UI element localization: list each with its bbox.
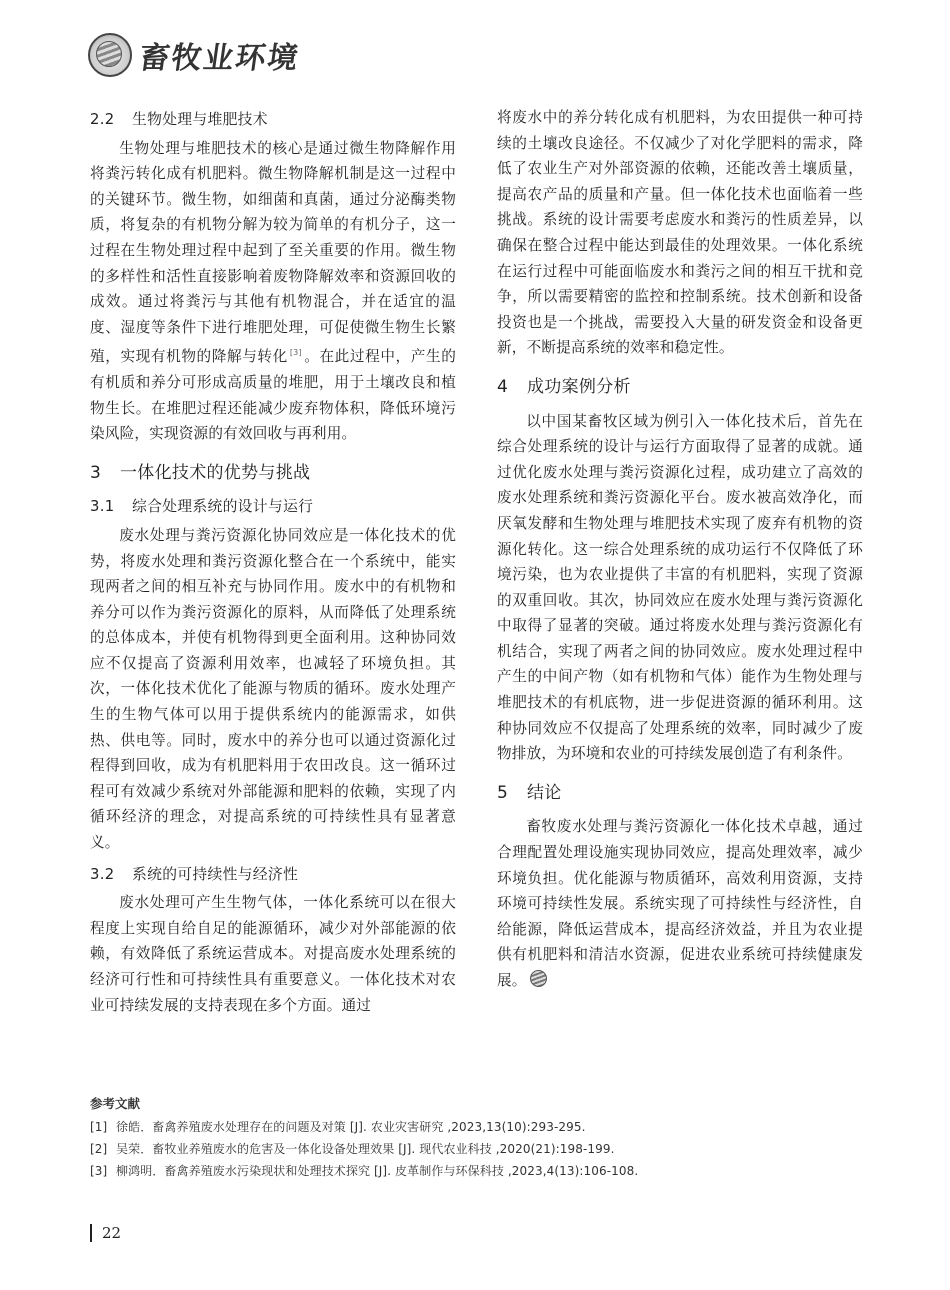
section-heading-3 bbox=[90, 461, 456, 487]
paragraph-continued: 将废水中的养分转化成有机肥料，为农田提供一种可持续的土壤改良途径。不仅减少了对化学肥料的需求，降低了农业生产对外部资源的依赖，还能改善土壤质量，提高农产品的质量和产量。但一体化技术也面临着一些挑战。系统的设计需要考虑废水和粪污的性质差异，以确保在整合过程中能达到最佳的处理效果。一体化系统在运行过程中可能面临废水和粪污之间的相互干扰和竞争，所以需要精密的监控和控制系统。技术创新和设备投资也是一个挑战，需要投入大量的研发资金和设备更新，不断提高系统的效率和稳定性。 bbox=[497, 109, 863, 357]
section-title: 一体化技术的优势与挑战 bbox=[120, 462, 311, 483]
reference-item bbox=[90, 1138, 870, 1160]
page-number: 22 bbox=[102, 1224, 122, 1242]
paragraph: 以中国某畜牧区域为例引入一体化技术后，首先在综合处理系统的设计与运行方面取得了显著的成就。通过优化废水处理与粪污资源化过程，成功建立了高效的废水处理系统和粪污资源化平台。废水被高效净化，而厌氧发酵和生物处理与堆肥技术实现了废弃有机物的资源化转化。这一综合处理系统的成功运行不仅降低了环境污染，也为农业提供了丰富的有机肥料，实现了资源的双重回收。其次，协同效应在废水处理与粪污资源化中取得了显著的突破。通过将废水处理与粪污资源化有机结合，实现了两者之间的协同效应。废水处理过程中产生的中间产物（如有机物和气体）能作为生物处理与堆肥技术的有机底物，进一步促进资源的循环利用。这种协同效应不仅提高了处理系统的效率，同时减少了废物排放，为环境和农业的可持续发展创造了有利条件。 bbox=[497, 412, 863, 763]
reference-text: 柳鸿明．畜禽养殖废水污染现状和处理技术探究 [J]. 皮革制作与环保科技 ,2023,4(13):106-108. bbox=[116, 1164, 639, 1178]
paragraph: 废水处理可产生生物气体，一体化系统可以在很大程度上实现自给自足的能源循环，减少对外部能源的依赖，有效降低了系统运营成本。对提高废水处理系统的经济可行性和可持续性具有重要意义。一体化技术对农业可持续发展的支持表现在多个方面。通过 bbox=[90, 894, 456, 1014]
section-heading-2-2 bbox=[90, 107, 456, 133]
journal-seal-icon bbox=[88, 33, 132, 77]
right-column bbox=[497, 105, 863, 994]
section-title: 成功案例分析 bbox=[527, 376, 631, 397]
section-title: 结论 bbox=[527, 782, 562, 803]
journal-header bbox=[88, 30, 300, 80]
paragraph-text: 生物处理与堆肥技术的核心是通过微生物降解作用将粪污转化成有机肥料。微生物降解机制是这一过程中的关键环节。微生物，如细菌和真菌，通过分泌酶类物质，将复杂的有机物分解为较为简单的有机分子，这一过程在生物处理过程中起到了至关重要的作用。微生物的多样性和活性直接影响着废物降解效率和资源回收的成效。通过将粪污与其他有机物混合，并在适宜的温度、湿度等条件下进行堆肥处理，可促使微生物生长繁殖，实现有机物的降解与转化 bbox=[90, 139, 456, 366]
left-column bbox=[90, 105, 456, 1018]
section-number: 4 bbox=[497, 376, 509, 397]
references-title: 参考文献 bbox=[90, 1096, 141, 1111]
section-number: 3.1 bbox=[90, 498, 115, 516]
section-title: 综合处理系统的设计与运行 bbox=[132, 498, 314, 516]
paragraph-text: 畜牧废水处理与粪污资源化一体化技术卓越，通过合理配置处理设施实现协同效应，提高处理效率，减少环境负担。优化能源与物质循环，高效利用资源，支持环境可持续性发展。系统实现了可持续性与经济性，自给能源，降低运营成本，提高经济效益，并且为农业提供有机肥料和清洁水资源，促进农业系统可持续健康发展。 bbox=[497, 818, 863, 989]
reference-text: 徐皓．畜禽养殖废水处理存在的问题及对策 [J]. 农业灾害研究 ,2023,13(10):293-295. bbox=[116, 1120, 586, 1134]
citation-marker: [3] bbox=[289, 348, 302, 358]
section-number: 3.2 bbox=[90, 865, 115, 883]
reference-index: [2] bbox=[90, 1142, 108, 1156]
section-heading-3-2 bbox=[90, 862, 456, 888]
section-title: 生物处理与堆肥技术 bbox=[132, 111, 268, 128]
end-mark-icon bbox=[530, 970, 547, 987]
paragraph: 废水处理与粪污资源化协同效应是一体化技术的优势，将废水处理和粪污资源化整合在一个系统中，能实现两者之间的相互补充与协同作用。废水中的有机物和养分可以作为粪污资源化的原料，从而降低了处理系统的总体成本，并使有机物得到更全面利用。这种协同效应不仅提高了资源利用效率，也减轻了环境负担。其次，一体化技术优化了能源与物质的循环。废水处理产生的生物气体可以用于提供系统内的能源需求，如供热、供电等。同时，废水中的养分也可以通过资源化过程得到回收，成为有机肥料用于农田改良。这一循环过程可有效减少系统对外部能源和肥料的依赖，实现了内循环经济的理念，对提高系统的可持续性具有显著意义。 bbox=[90, 526, 456, 852]
paragraph bbox=[90, 136, 456, 447]
section-title: 系统的可持续性与经济性 bbox=[132, 865, 299, 883]
reference-text: 吴荣．畜牧业养殖废水的危害及一体化设备处理效果 [J]. 现代农业科技 ,2020(21):198-199. bbox=[116, 1142, 615, 1156]
reference-index: [3] bbox=[90, 1164, 108, 1178]
section-heading-5 bbox=[497, 781, 863, 807]
section-number: 5 bbox=[497, 782, 509, 803]
paragraph bbox=[497, 814, 863, 993]
references bbox=[90, 1093, 870, 1182]
section-heading-4 bbox=[497, 375, 863, 401]
section-number: 2.2 bbox=[90, 111, 115, 128]
footer-bar bbox=[90, 1224, 92, 1242]
reference-item bbox=[90, 1116, 870, 1138]
journal-name: 畜牧业环境 bbox=[137, 41, 302, 76]
section-heading-3-1 bbox=[90, 494, 456, 520]
page-footer bbox=[90, 1224, 121, 1242]
section-number: 3 bbox=[90, 462, 102, 483]
paragraph-text: 。在此过程中，产生的有机质和养分可形成高质量的堆肥，用于土壤改良和植物生长。在堆肥过程还能减少废弃物体积，降低环境污染风险，实现资源的有效回收与再利用。 bbox=[90, 348, 456, 443]
reference-item bbox=[90, 1160, 870, 1182]
reference-index: [1] bbox=[90, 1120, 108, 1134]
